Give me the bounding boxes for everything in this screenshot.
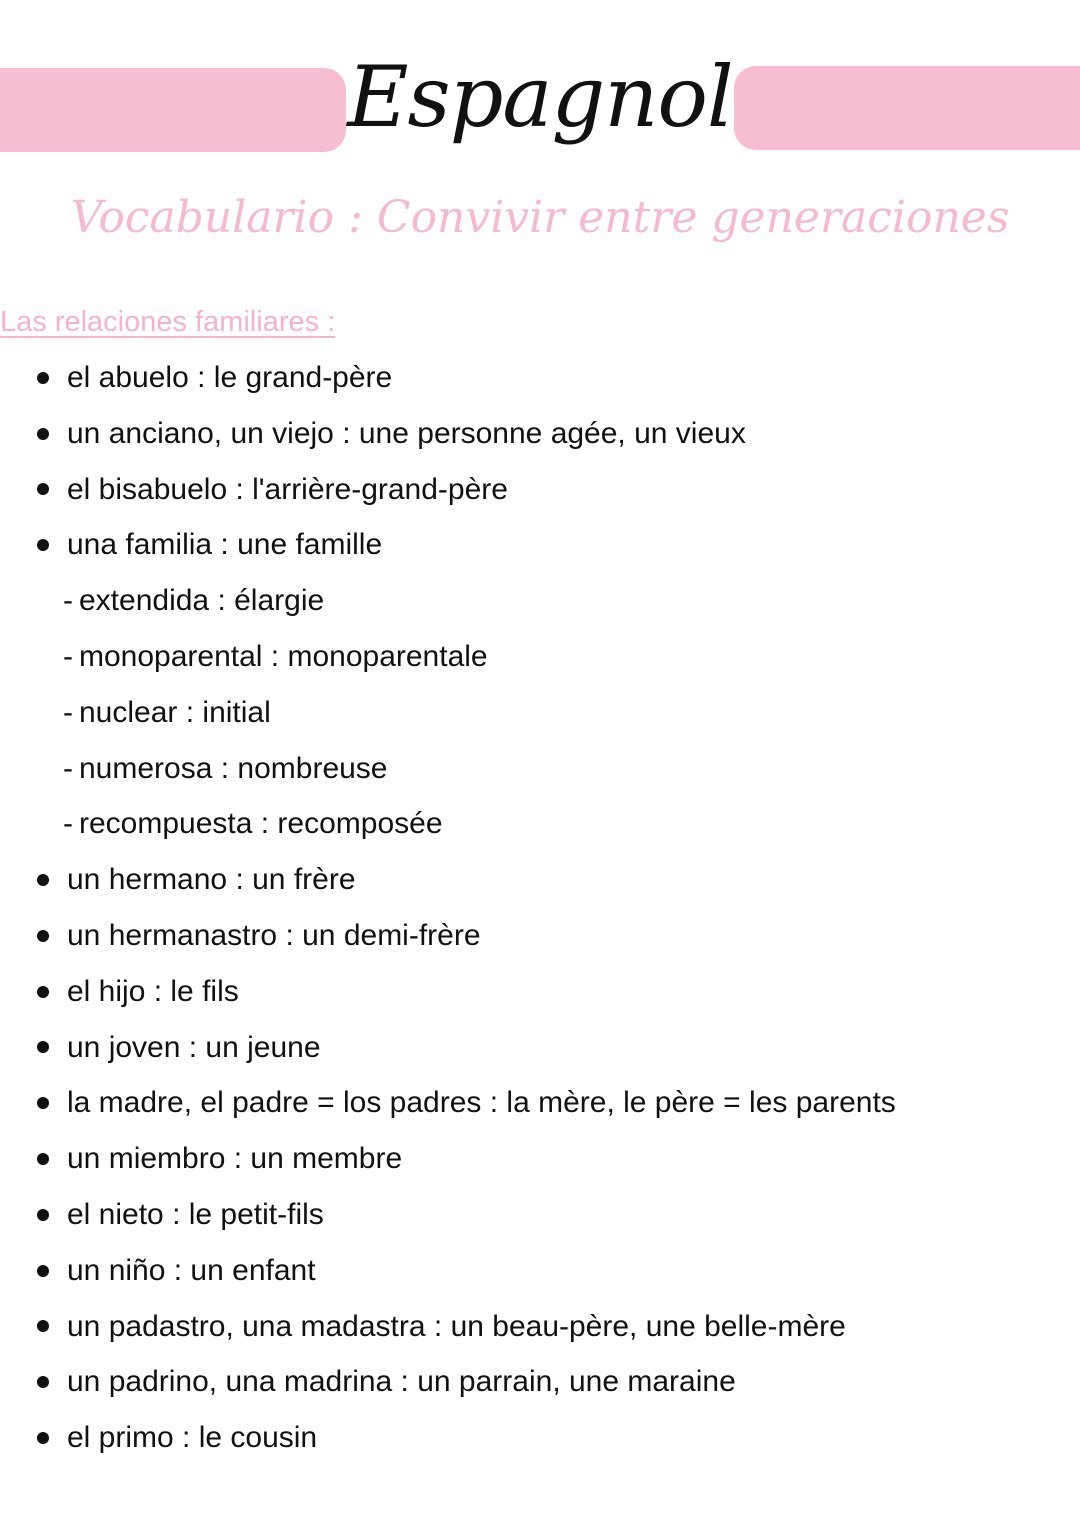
bullet-dot-icon xyxy=(37,483,49,495)
vocab-text: un niño : un enfant xyxy=(67,1253,316,1287)
vocab-sub-item xyxy=(0,685,1080,741)
vocab-bullet-item xyxy=(0,908,1080,964)
vocab-bullet-item xyxy=(0,1187,1080,1243)
bullet-dot-icon xyxy=(37,986,49,998)
vocab-text: el hijo : le fils xyxy=(67,974,239,1008)
vocab-bullet-item xyxy=(0,852,1080,908)
vocab-bullet-item xyxy=(0,1131,1080,1187)
bullet-dot-icon xyxy=(37,1320,49,1332)
bullet-dot-icon xyxy=(37,1097,49,1109)
vocab-bullet-item xyxy=(0,1243,1080,1299)
bullet-dot-icon xyxy=(37,428,49,440)
vocab-text: un anciano, un viejo : une personne agée, un vieux xyxy=(67,416,746,450)
vocab-text: el nieto : le petit-fils xyxy=(67,1197,324,1231)
page-title: Espagnol xyxy=(347,48,733,146)
vocab-text: un hermano : un frère xyxy=(67,863,356,897)
vocab-sub-item xyxy=(0,573,1080,629)
vocab-sub-item xyxy=(0,796,1080,852)
vocab-text: el bisabuelo : l'arrière-grand-père xyxy=(67,472,508,506)
dash-marker: - xyxy=(63,695,73,729)
vocab-sub-item xyxy=(0,741,1080,797)
vocab-bullet-item xyxy=(0,1410,1080,1466)
vocab-bullet-item xyxy=(0,964,1080,1020)
vocab-sub-item xyxy=(0,629,1080,685)
dash-marker: - xyxy=(63,751,73,785)
bullet-dot-icon xyxy=(37,1432,49,1444)
vocab-bullet-item xyxy=(0,1299,1080,1355)
vocab-bullet-item xyxy=(0,1354,1080,1410)
page-subtitle: Vocabulario : Convivir entre generaciones xyxy=(70,192,1010,243)
vocab-text: extendida : élargie xyxy=(79,584,325,618)
bullet-dot-icon xyxy=(37,1376,49,1388)
vocab-text: un miembro : un membre xyxy=(67,1142,403,1176)
vocab-text: numerosa : nombreuse xyxy=(79,751,388,785)
vocab-bullet-item xyxy=(0,517,1080,573)
bullet-dot-icon xyxy=(37,874,49,886)
vocab-bullet-item xyxy=(0,462,1080,518)
vocab-text: recompuesta : recomposée xyxy=(79,807,443,841)
dash-marker: - xyxy=(63,584,73,618)
section-heading: Las relaciones familiares : xyxy=(0,306,336,338)
bullet-dot-icon xyxy=(37,372,49,384)
dash-marker: - xyxy=(63,807,73,841)
vocab-bullet-item xyxy=(0,350,1080,406)
vocab-text: la madre, el padre = los padres : la mère, le père = les parents xyxy=(67,1086,896,1120)
bullet-dot-icon xyxy=(37,1265,49,1277)
vocab-text: monoparental : monoparentale xyxy=(79,639,488,673)
vocab-bullet-item xyxy=(0,1075,1080,1131)
bullet-dot-icon xyxy=(37,1041,49,1053)
vocab-text: el abuelo : le grand-père xyxy=(67,361,393,394)
bullet-dot-icon xyxy=(37,930,49,942)
vocab-text: una familia : une famille xyxy=(67,528,383,562)
bullet-dot-icon xyxy=(37,1209,49,1221)
bullet-dot-icon xyxy=(37,1153,49,1165)
vocab-text: un joven : un jeune xyxy=(67,1030,321,1064)
vocab-text: un padrino, una madrina : un parrain, une maraine xyxy=(67,1365,736,1399)
vocab-list xyxy=(0,350,1080,1466)
vocab-text: nuclear : initial xyxy=(79,695,271,729)
dash-marker: - xyxy=(63,639,73,673)
vocab-text: un padastro, una madastra : un beau-père, une belle-mère xyxy=(67,1309,846,1343)
vocab-text: el primo : le cousin xyxy=(67,1421,318,1455)
vocab-text: un hermanastro : un demi-frère xyxy=(67,918,481,952)
vocab-bullet-item xyxy=(0,1020,1080,1076)
bullet-dot-icon xyxy=(37,539,49,551)
vocab-bullet-item xyxy=(0,406,1080,462)
